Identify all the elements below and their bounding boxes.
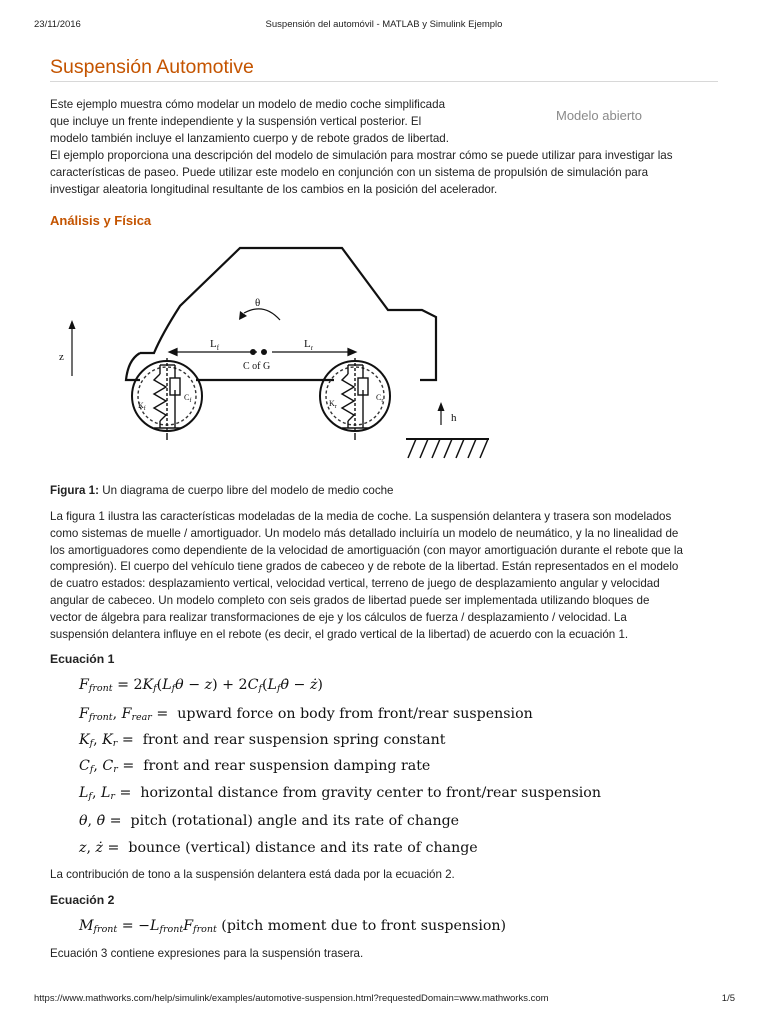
print-date: 23/11/2016 — [34, 19, 81, 30]
z-arrowhead — [69, 320, 76, 329]
def-text: upward force on body from front/rear suspension — [177, 706, 533, 722]
pitch-intro: La contribución de tono a la suspensión delantera está dada por la ecuación 2. — [50, 868, 455, 881]
equation-def-springs: $K_f$, $K_r$ = front and rear suspension spring constant — [79, 732, 446, 749]
intro-paragraph-1 — [50, 97, 449, 147]
z-label: z — [59, 351, 64, 363]
intro-line: Este ejemplo muestra cómo modelar un modelo de medio coche simplificada — [50, 98, 446, 111]
equation-def-distances: $L_f$, $L_r$ = horizontal distance from gravity center to front/rear suspension — [79, 785, 601, 802]
print-page-title: Suspensión del automóvil - MATLAB y Simulink Ejemplo — [265, 19, 503, 30]
body-line: La figura 1 ilustra las características modeladas de la media de coche. La suspensión delantera y trasera son modelados — [50, 510, 672, 523]
equation-2-heading: Ecuación 2 — [50, 893, 115, 907]
equation-1-heading: Ecuación 1 — [50, 652, 115, 666]
h-label: h — [451, 412, 457, 424]
cog-label: C of G — [243, 361, 271, 372]
h-arrowhead — [438, 402, 445, 411]
def-text: bounce (vertical) distance and its rate of change — [128, 840, 478, 856]
title-divider — [50, 81, 718, 82]
def-text: front and rear suspension spring constant — [142, 732, 446, 748]
intro-line: características de paseo. Puede utilizar este modelo en conjunción con un sistema de propulsión de simulación para — [50, 165, 649, 179]
cf-label: $C_f$ — [184, 393, 192, 404]
figure-caption-text: Un diagrama de cuerpo libre del modelo de medio coche — [102, 484, 394, 497]
half-car-diagram — [50, 240, 500, 465]
intro-line: modelo también incluye el lanzamiento cuerpo y de rebote grados de libertad. — [50, 131, 449, 145]
equation-def-forces: $F_{front}$, $F_{rear}$ = upward force on body from front/rear suspension — [79, 706, 533, 723]
open-model-link[interactable]: Modelo abierto — [556, 108, 642, 123]
eq2-note: (pitch moment due to front suspension) — [221, 918, 507, 934]
intro-paragraph-2 — [50, 148, 673, 198]
lr-label: $L_r$ — [304, 338, 314, 352]
figure-caption-label: Figura 1: — [50, 484, 99, 497]
kf-label: $K_f$ — [138, 401, 146, 412]
kr-label: $K_r$ — [329, 399, 337, 410]
figure-caption — [50, 484, 394, 497]
theta-arc — [244, 309, 280, 320]
body-line: los amortiguadores como dependiente de la velocidad de amortiguación (con mayor amortiguación durante el rebote que la — [50, 543, 683, 557]
print-header — [0, 19, 768, 33]
equation-2-formula: $M_{front} = -L_{front}F_{front}$ (pitch moment due to front suspension) — [79, 918, 507, 935]
cr-label: $C_r$ — [376, 393, 384, 404]
body-line: vector de álgebra para realizar transformaciones de eje y los cálculos de fuerza / desplazamiento / velocidad. La — [50, 610, 627, 624]
equation-1-formula: $F_{front} = 2K_f(L_f\theta - z)$ + $2C_f(L_f\thetȧ$ − ż) — [79, 677, 323, 694]
rear-intro: Ecuación 3 contiene expresiones para la suspensión trasera. — [50, 947, 364, 960]
equation-def-pitch: θ, θ̇ = pitch (rotational) angle and its rate of change — [79, 813, 460, 829]
body-line: compresión). El cuerpo del vehículo tiene grados de cabeceo y de rebote de la libertad. Están representados en el modelo — [50, 560, 679, 574]
rear-spring — [342, 374, 354, 421]
theta-label: θ — [255, 297, 261, 309]
cog-point-right — [261, 349, 267, 355]
body-line: suspensión delantera influye en el rebote (es decir, el grado vertical de la libertad) de acuerdo con la ecuación 1. — [50, 627, 629, 641]
equation-def-bounce: z, ż = bounce (vertical) distance and its rate of change — [79, 840, 478, 856]
def-text: front and rear suspension damping rate — [143, 758, 431, 774]
intro-line: investigar aleatoria longitudinal resultante de los cambios en la posición del acelerador. — [50, 182, 498, 196]
lf-arrowhead — [169, 349, 177, 356]
page-title: Suspensión Automotive — [50, 56, 254, 78]
def-text: horizontal distance from gravity center to front/rear suspension — [140, 785, 601, 801]
page-number: 1/5 — [721, 993, 735, 1004]
front-spring — [154, 374, 166, 421]
cog-point-left — [250, 349, 256, 355]
body-line: angular de cabeceo. Un modelo completo con seis grados de libertad puede ser implementada utilizando bloques de — [50, 593, 650, 607]
lr-arrowhead — [348, 349, 356, 356]
intro-line: que incluye un frente independiente y la suspensión vertical posterior. El — [50, 114, 422, 128]
body-line: como sistemas de muelle / amortiguador. Un modelo más detallado incluiría un modelo de neumático, y la no linealidad de — [50, 526, 679, 540]
section-heading: Análisis y Física — [50, 213, 152, 228]
equation-def-damping: $C_f$, $C_r$ = front and rear suspension damping rate — [79, 758, 431, 775]
body-paragraph — [50, 509, 683, 643]
intro-line: El ejemplo proporciona una descripción del modelo de simulación para mostrar cómo se puede utilizar para investigar las — [50, 149, 673, 162]
car-body-outline — [140, 248, 436, 380]
body-line: de cuatro estados: desplazamiento vertical, velocidad vertical, terreno de juego de desplazamiento angular y velocidad — [50, 577, 660, 591]
def-text: pitch (rotational) angle and its rate of change — [130, 813, 460, 829]
print-url: https://www.mathworks.com/help/simulink/examples/automotive-suspension.html?requestedDomain=www.mathworks.com — [34, 993, 549, 1004]
lf-label: $L_f$ — [210, 338, 220, 352]
ground-hatch — [408, 439, 488, 458]
print-footer — [0, 993, 768, 1007]
